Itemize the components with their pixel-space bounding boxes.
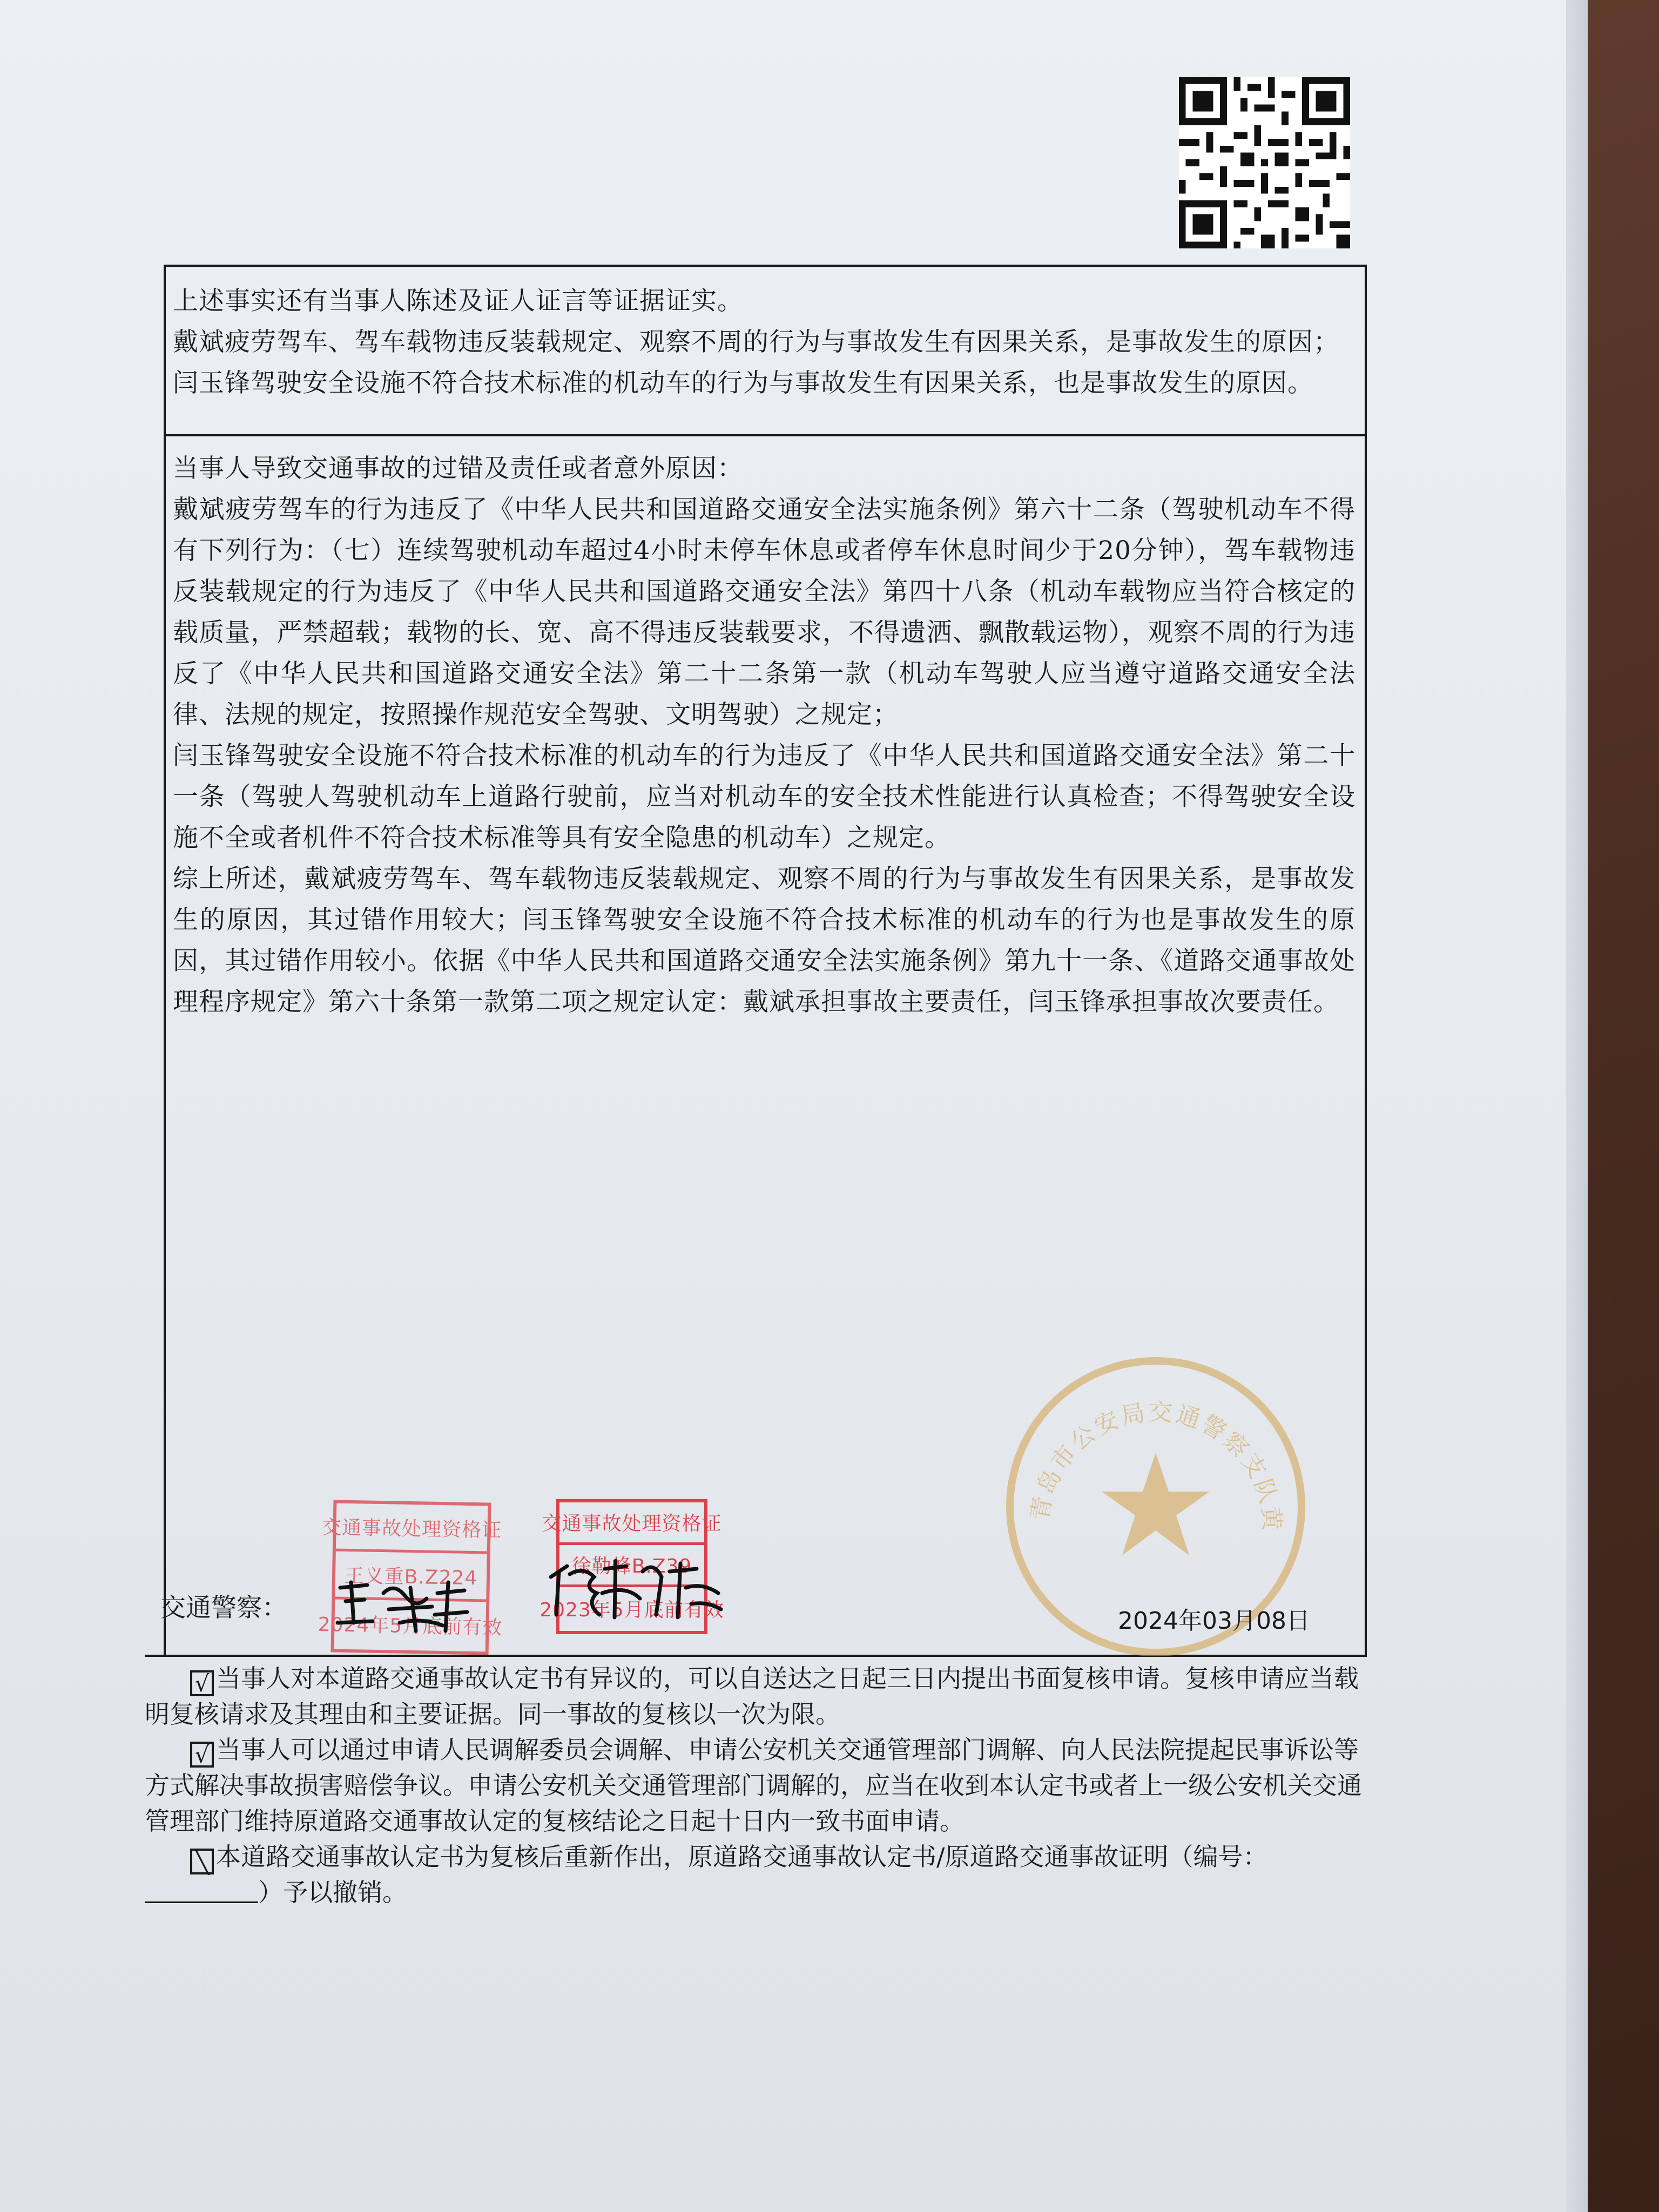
stamp1-line-2: 王义重B.Z224 bbox=[335, 1552, 487, 1602]
facts-line-2: 戴斌疲劳驾车、驾车载物违反装载规定、观察不周的行为与事故发生有因果关系，是事故发生的原因；闫玉锋驾驶安全设施不符合技术标准的机动车的行为与事故发生有因果关系，也是事故发生的原因。 bbox=[173, 327, 1339, 398]
fault-para-2: 闫玉锋驾驶安全设施不符合技术标准的机动车的行为违反了《中华人民共和国道路交通安全法》第二十一条（驾驶人驾驶机动车上道路行驶前，应当对机动车的安全技术性能进行认真检查；不得驾驶安全设施不全或者机件不符合技术标准等具有安全隐患的机动车）之规定。 bbox=[173, 741, 1355, 853]
fault-text bbox=[173, 448, 1355, 1023]
police-label: 交通警察： bbox=[160, 1593, 287, 1623]
stamp2-line-3: 2023年5月底前有效 bbox=[539, 1599, 724, 1621]
stamp1-line-1: 交通事故处理资格证 bbox=[336, 1503, 488, 1554]
signature-2 bbox=[545, 1555, 724, 1626]
serial-number-blank bbox=[145, 1880, 258, 1903]
notes-section bbox=[145, 1661, 1371, 1910]
note-1-text: 当事人对本道路交通事故认定书有异议的，可以自送达之日起三日内提出书面复核申请。复核申请应当载明复核请求及其理由和主要证据。同一事故的复核以一次为限。 bbox=[145, 1664, 1359, 1729]
note-1 bbox=[145, 1661, 1371, 1732]
stamp1-line-3: 2024年5月底前有效 bbox=[318, 1614, 503, 1640]
facts-text bbox=[173, 281, 1355, 404]
note-3 bbox=[145, 1839, 1371, 1910]
note-2-text: 当事人可以通过申请人民调解委员会调解、申请公安机关交通管理部门调解、向人民法院提起民事诉讼等方式解决事故损害赔偿争议。申请公安机关交通管理部门调解的，应当在收到本认定书或者上一级公安机关交通管理部门维持原道路交通事故认定的复核结论之日起十日内一致书面申请。 bbox=[145, 1735, 1362, 1836]
fault-para-1: 戴斌疲劳驾车的行为违反了《中华人民共和国道路交通安全法实施条例》第六十二条（驾驶机动车不得有下列行为：（七）连续驾驶机动车超过4小时未停车休息或者停车休息时间少于20分钟），驾车载物违反装载规定的行为违反了《中华人民共和国道路交通安全法》第四十八条（机动车载物应当符合核定的载质量，严禁超载；载物的长、宽、高不得违反装载要求，不得遗洒、飘散载运物），观察不周的行为违反了《中华人民共和国道路交通安全法》第二十二条第一款（机动车驾驶人应当遵守道路交通安全法律、法规的规定，按照操作规范安全驾驶、文明驾驶）之规定； bbox=[173, 495, 1355, 730]
facts-line-1: 上述事实还有当事人陈述及证人证言等证据证实。 bbox=[173, 286, 743, 316]
stamp2-line-2: 徐勒峰B.Z39 bbox=[559, 1545, 704, 1588]
note-3-text-a: 本道路交通事故认定书为复核后重新作出，原道路交通事故认定书/原道路交通事故证明（编号： bbox=[216, 1842, 1268, 1871]
note-3-checkbox: ╲ bbox=[190, 1849, 214, 1874]
fault-para-3: 综上所述，戴斌疲劳驾车、驾车载物违反装载规定、观察不周的行为与事故发生有因果关系，是事故发生的原因，其过错作用较大；闫玉锋驾驶安全设施不符合技术标准的机动车的行为也是事故发生的原因，其过错作用较小。依据《中华人民共和国道路交通安全法实施条例》第九十一条、《道路交通事故处理程序规定》第六十条第一款第二项之规定认定：戴斌承担事故主要责任，闫玉锋承担事故次要责任。 bbox=[173, 864, 1355, 1017]
stamp2-line-1: 交通事故处理资格证 bbox=[559, 1502, 704, 1545]
note-3-text-b: ）予以撤销。 bbox=[258, 1878, 407, 1907]
note-2 bbox=[145, 1732, 1371, 1839]
fault-heading: 当事人导致交通事故的过错及责任或者意外原因： bbox=[173, 454, 743, 483]
note-1-checkbox: √ bbox=[190, 1670, 214, 1696]
qr-code bbox=[1179, 77, 1350, 248]
seal-text: 青岛市公安局交通警察支队黄 bbox=[1026, 1398, 1286, 1534]
signature-1 bbox=[335, 1572, 470, 1636]
page-edge bbox=[1566, 0, 1588, 2212]
note-2-checkbox: √ bbox=[190, 1742, 214, 1768]
issue-date: 2024年03月08日 bbox=[1118, 1607, 1310, 1635]
